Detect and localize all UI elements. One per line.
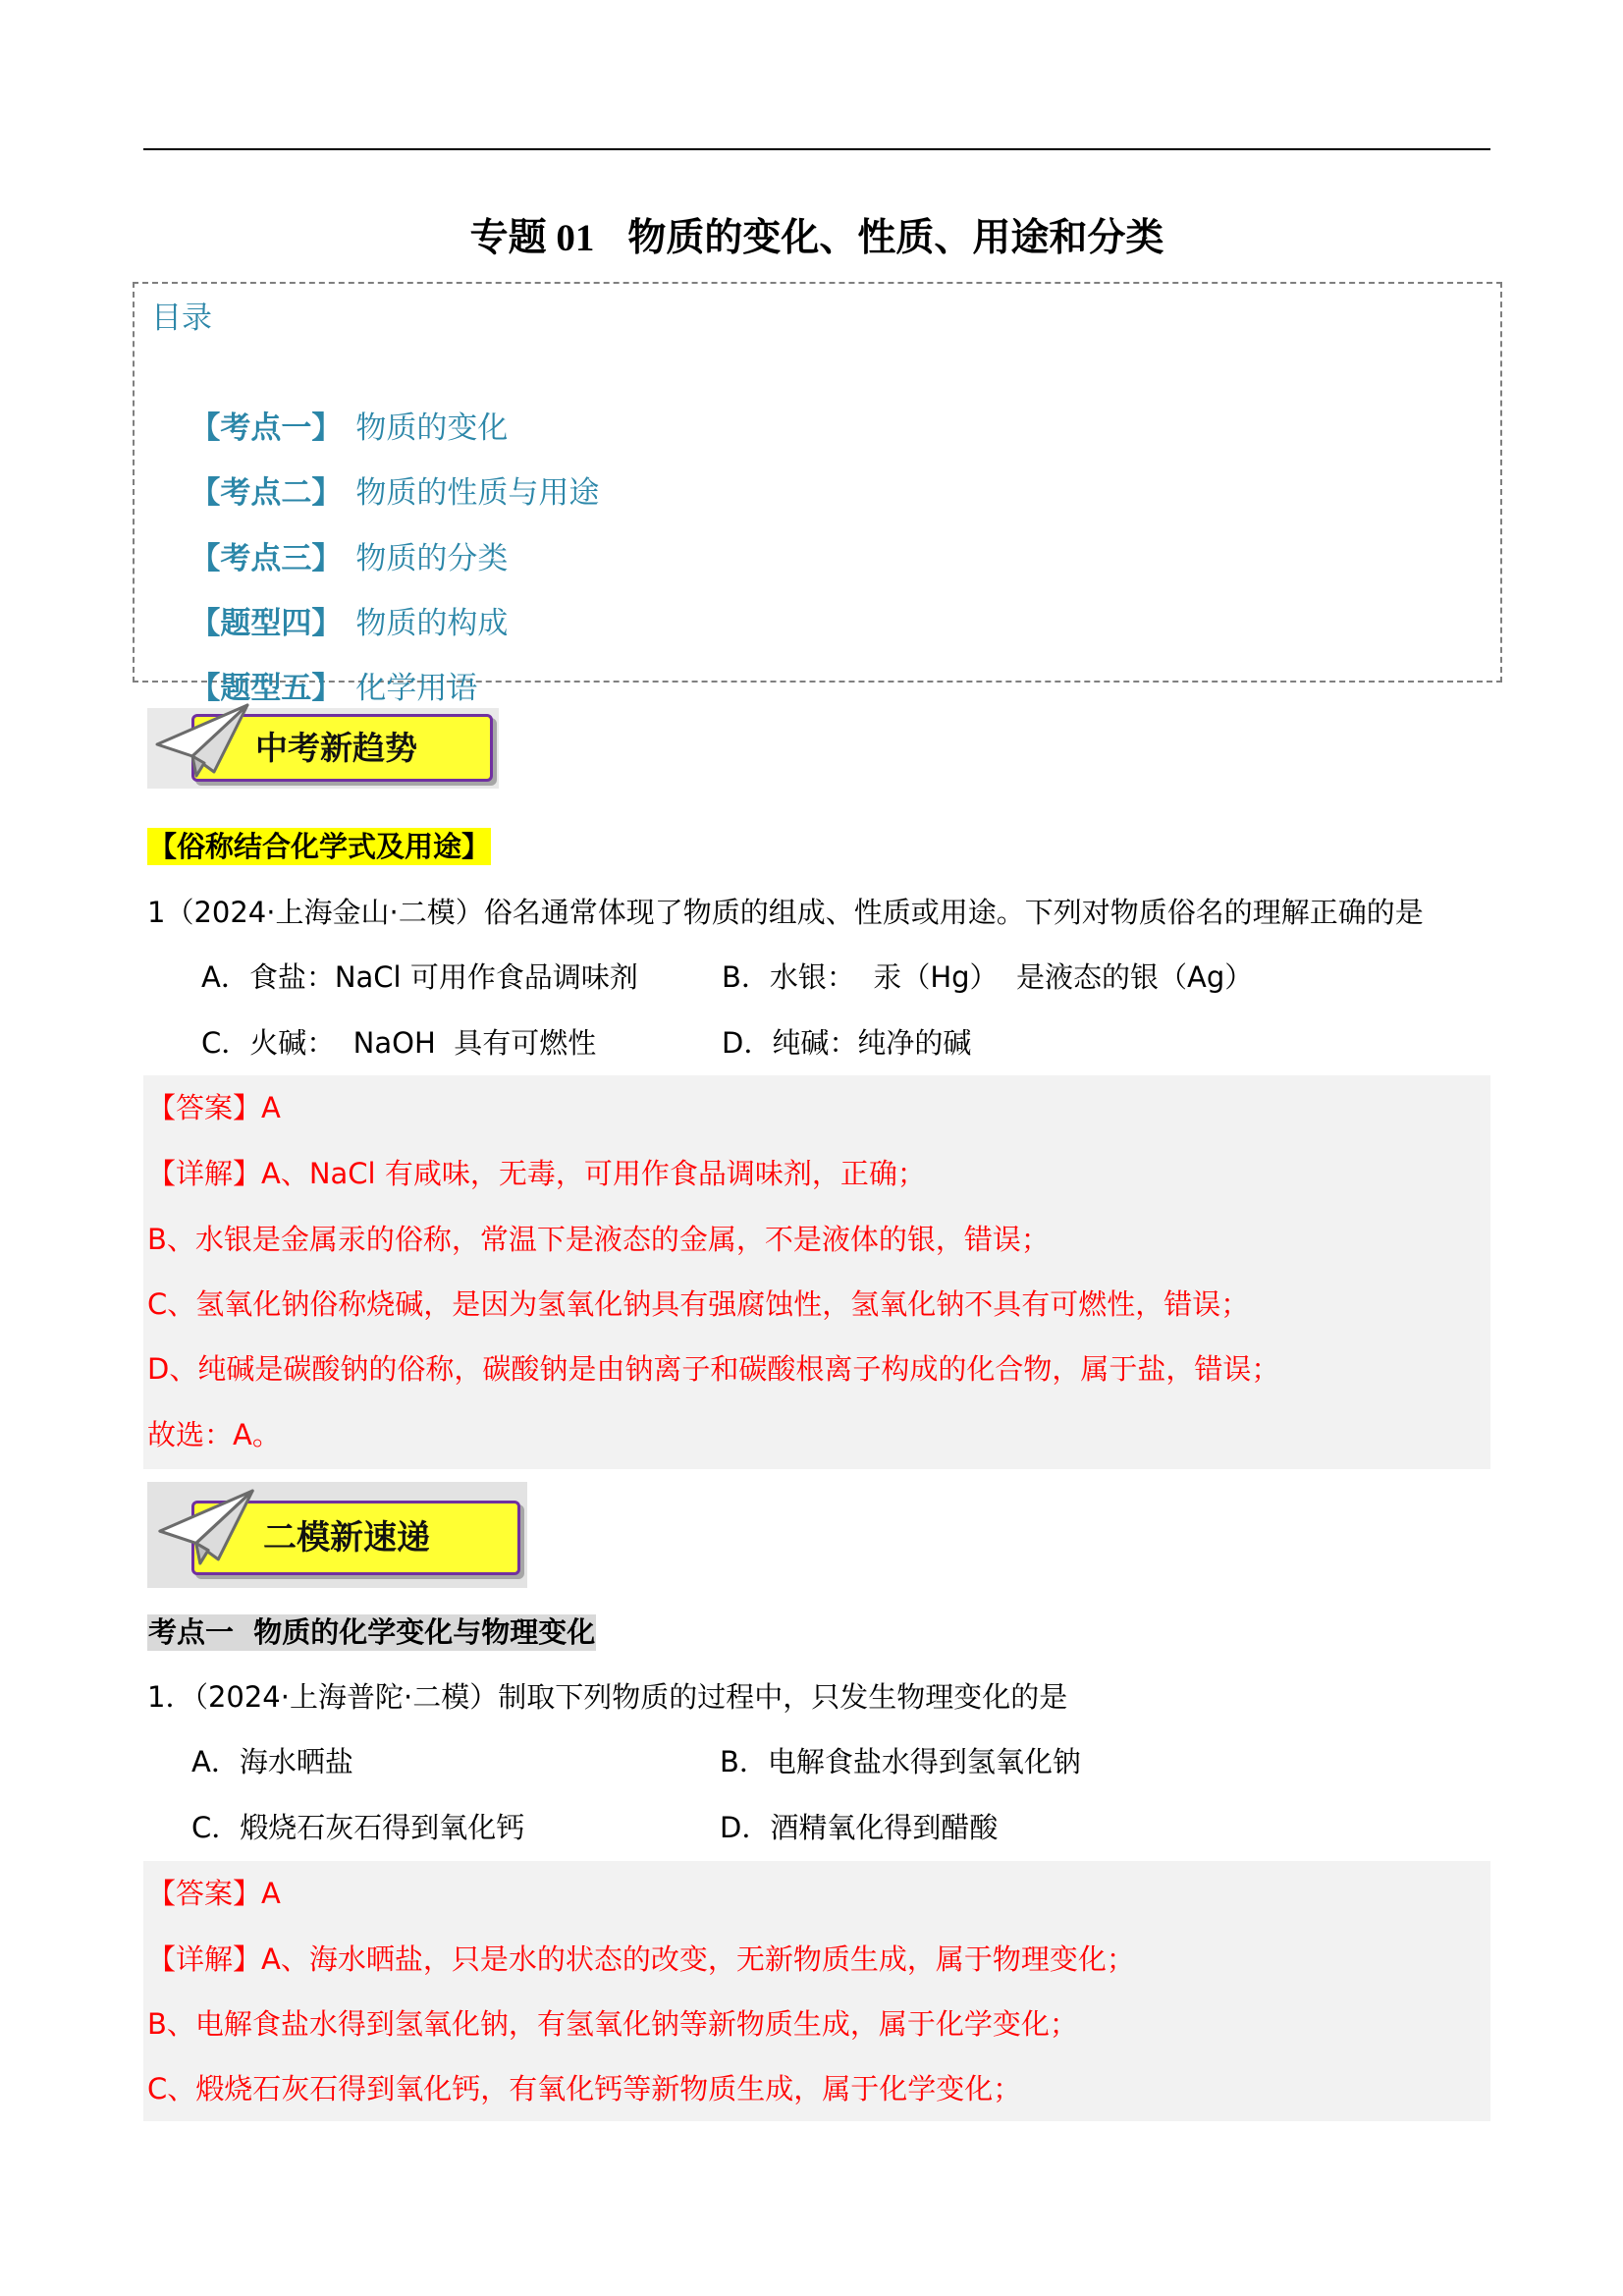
toc-item-4[interactable]: [151, 559, 509, 641]
explanation-line: 【详解】A、NaCl 有咸味，无毒，可用作食品调味剂，正确；: [147, 1157, 926, 1190]
toc-item-2[interactable]: [151, 428, 600, 511]
question-text: 1．（2024·上海普陀·二模）制取下列物质的过程中，只发生物理变化的是: [147, 1680, 1068, 1714]
option-d: D．纯碱：纯净的碱: [722, 1026, 972, 1060]
answer-text: 【答案】A: [147, 1091, 281, 1124]
answer-box: [143, 1075, 1490, 1469]
topic-heading: 考点一 物质的化学变化与物理变化: [148, 1615, 596, 1649]
toc-item-label: 物质的变化: [355, 410, 509, 446]
explanation-line: B、电解食盐水得到氢氧化钠，有氢氧化钠等新物质生成，属于化学变化；: [147, 2007, 1078, 2041]
option-c: C．煅烧石灰石得到氧化钙: [191, 1811, 525, 1844]
paper-plane-icon: [155, 1487, 257, 1565]
explanation-line: C、氢氧化钠俗称烧碱，是因为氢氧化钠具有强腐蚀性，氢氧化钠不具有可燃性，错误；: [147, 1287, 1250, 1321]
option-d: D．酒精氧化得到醋酸: [720, 1811, 999, 1844]
toc-item-label: 化学用语: [355, 671, 478, 706]
toc-item-label: 物质的分类: [355, 541, 509, 576]
toc-item-tag: 【考点二】: [189, 475, 343, 511]
explanation-line: 【详解】A、海水晒盐，只是水的状态的改变，无新物质生成，属于物理变化；: [147, 1942, 1135, 1976]
paper-plane-icon: [153, 701, 251, 778]
toc-item-tag: 【题型五】: [189, 671, 343, 706]
answer-text: 【答案】A: [147, 1877, 281, 1910]
toc-item-5[interactable]: [151, 624, 478, 706]
option-b: B．水银： 汞（Hg） 是液态的银（Ag）: [722, 960, 1254, 994]
page-title: [143, 211, 1490, 266]
option-c: C．火碱： NaOH 具有可燃性: [201, 1026, 597, 1060]
title-prefix: 专题 01: [469, 217, 595, 259]
toc-heading: 目录: [151, 301, 212, 336]
title-main: 物质的变化、性质、用途和分类: [627, 217, 1164, 259]
toc-item-label: 物质的构成: [355, 606, 509, 641]
toc-item-tag: 【考点三】: [189, 541, 343, 576]
trend-banner: 中考新趋势: [191, 714, 493, 782]
mock-banner: 二模新速递: [191, 1501, 520, 1575]
explanation-line: C、煅烧石灰石得到氧化钙，有氧化钙等新物质生成，属于化学变化；: [147, 2072, 1022, 2105]
toc-item-1[interactable]: [151, 363, 509, 446]
option-a: A．海水晒盐: [191, 1745, 353, 1778]
toc-item-3[interactable]: [151, 494, 509, 576]
topic-tag-highlight: 【俗称结合化学式及用途】: [148, 830, 491, 863]
header-rule: [143, 148, 1490, 150]
option-b: B．电解食盐水得到氢氧化钠: [720, 1745, 1081, 1778]
explanation-line: 故选：A。: [147, 1418, 281, 1451]
question-text: 1（2024·上海金山·二模）俗名通常体现了物质的组成、性质或用途。下列对物质俗名的理解正确的是: [147, 896, 1424, 929]
explanation-line: D、纯碱是碳酸钠的俗称，碳酸钠是由钠离子和碳酸根离子构成的化合物，属于盐，错误；: [147, 1352, 1280, 1386]
toc-item-tag: 【考点一】: [189, 410, 343, 446]
explanation-line: B、水银是金属汞的俗称，常温下是液态的金属，不是液体的银，错误；: [147, 1223, 1050, 1256]
option-a: A．食盐：NaCl 可用作食品调味剂: [201, 960, 638, 994]
toc-item-label: 物质的性质与用途: [355, 475, 600, 511]
toc-item-tag: 【题型四】: [189, 606, 343, 641]
